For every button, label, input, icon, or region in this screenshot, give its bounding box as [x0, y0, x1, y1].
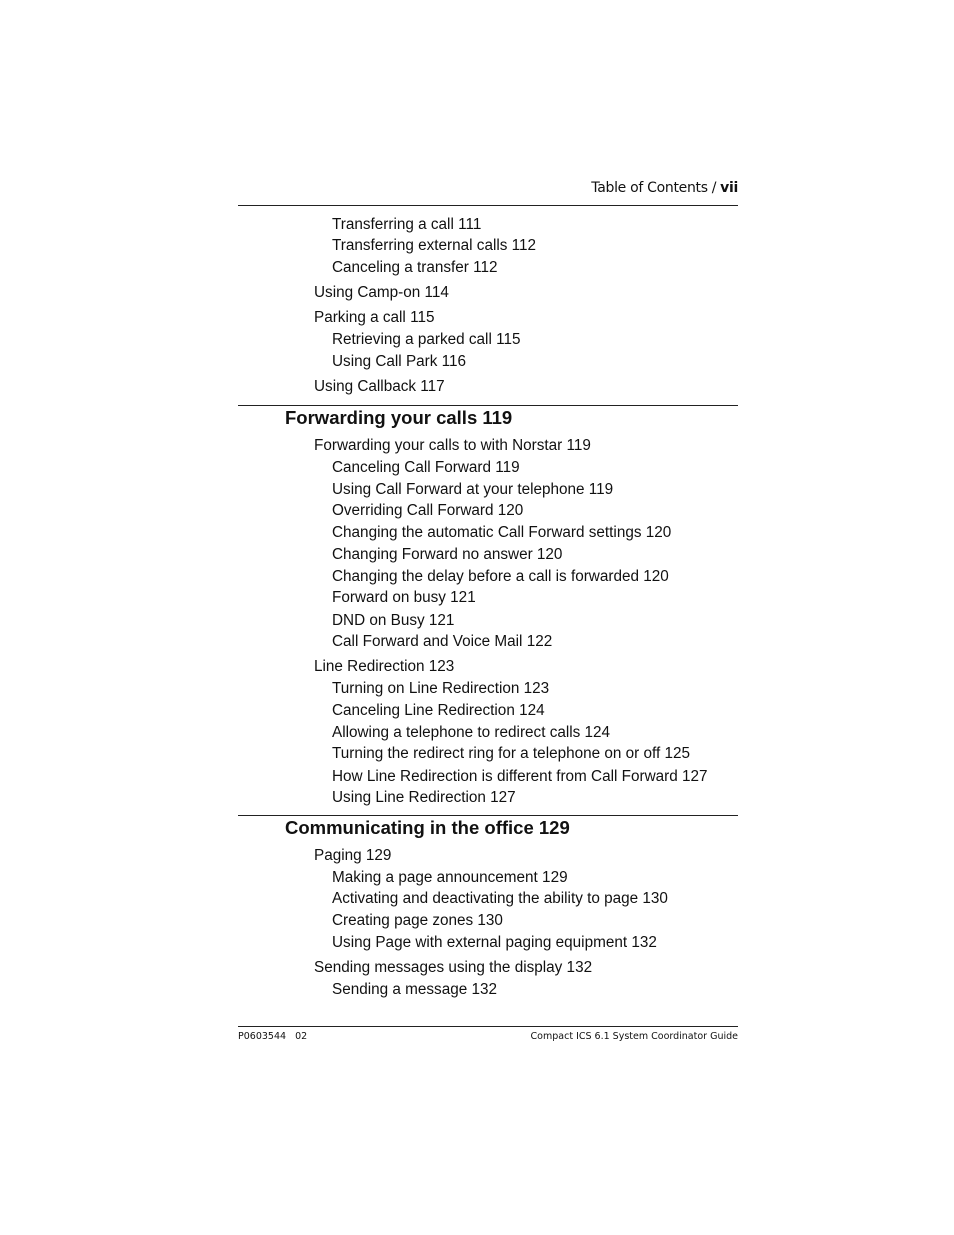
toc-entry[interactable]: Using Call Forward at your telephone 119 — [332, 481, 614, 498]
toc-entry[interactable]: Changing the delay before a call is forwarded 120 — [332, 568, 669, 585]
toc-entry[interactable]: Canceling a transfer 112 — [332, 259, 498, 276]
toc-entry[interactable]: Transferring a call 111 — [332, 216, 482, 233]
footer-guide-title: Compact ICS 6.1 System Coordinator Guide — [530, 1031, 738, 1042]
header-rule — [238, 205, 738, 206]
toc-entry[interactable]: Using Callback 117 — [314, 378, 445, 395]
toc-entry[interactable]: Sending a message 132 — [332, 981, 497, 998]
toc-entry[interactable]: Forward on busy 121 — [332, 589, 476, 606]
toc-entry[interactable]: Call Forward and Voice Mail 122 — [332, 633, 553, 650]
toc-entry[interactable]: Changing the automatic Call Forward settings 120 — [332, 524, 672, 541]
header-page-number: vii — [720, 180, 738, 196]
toc-entry[interactable]: Changing Forward no answer 120 — [332, 546, 563, 563]
toc-entry[interactable]: Turning the redirect ring for a telephone on or off 125 — [332, 745, 691, 762]
toc-entry[interactable]: How Line Redirection is different from Call Forward 127 — [332, 768, 708, 785]
toc-entry[interactable]: Forwarding your calls to with Norstar 119 — [314, 437, 591, 454]
toc-entry[interactable]: Sending messages using the display 132 — [314, 959, 593, 976]
toc-entry[interactable]: Using Call Park 116 — [332, 353, 467, 370]
running-header — [238, 180, 738, 196]
toc-entry[interactable]: Canceling Line Redirection 124 — [332, 702, 545, 719]
header-section: Table of Contents — [591, 180, 708, 196]
toc-entry[interactable]: Creating page zones 130 — [332, 912, 503, 929]
toc-entry[interactable]: Overriding Call Forward 120 — [332, 502, 524, 519]
toc-entry[interactable]: Making a page announcement 129 — [332, 869, 568, 886]
chapter-rule — [238, 405, 738, 406]
toc-entry[interactable]: Using Camp-on 114 — [314, 284, 449, 301]
toc-entry[interactable]: Using Line Redirection 127 — [332, 789, 516, 806]
toc-entry[interactable]: Allowing a telephone to redirect calls 124 — [332, 724, 611, 741]
toc-entry[interactable]: Transferring external calls 112 — [332, 237, 537, 254]
toc-entry[interactable]: Parking a call 115 — [314, 309, 435, 326]
toc-entry[interactable]: Canceling Call Forward 119 — [332, 459, 520, 476]
toc-entry[interactable]: Retrieving a parked call 115 — [332, 331, 521, 348]
toc-entry[interactable]: Activating and deactivating the ability to page 130 — [332, 890, 668, 907]
footer-doc-number: P0603544 02 — [238, 1031, 308, 1042]
footer-rule — [238, 1026, 738, 1027]
header-separator: / — [711, 180, 717, 196]
toc-entry[interactable]: Line Redirection 123 — [314, 658, 455, 675]
toc-entry[interactable]: Paging 129 — [314, 847, 392, 864]
toc-entry[interactable]: Using Page with external paging equipment 132 — [332, 934, 657, 951]
chapter-title-forwarding[interactable]: Forwarding your calls 119 — [285, 407, 513, 428]
toc-entry[interactable]: DND on Busy 121 — [332, 612, 455, 629]
toc-entry[interactable]: Turning on Line Redirection 123 — [332, 680, 550, 697]
chapter-rule — [238, 815, 738, 816]
chapter-title-communicating[interactable]: Communicating in the office 129 — [285, 817, 570, 838]
